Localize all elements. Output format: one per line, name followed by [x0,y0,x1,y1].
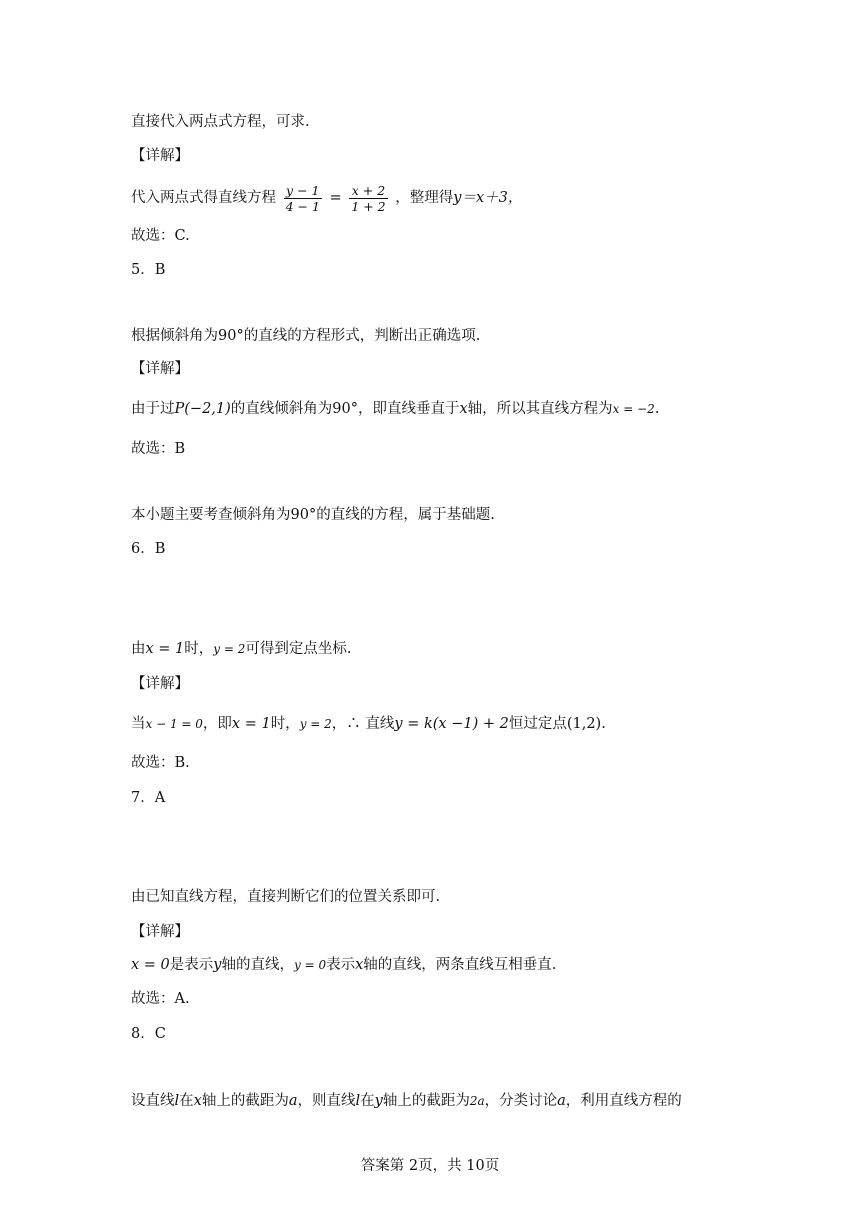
text-line: 设直线l在x轴上的截距为a，则直线l在y轴上的截距为2a，分类讨论a，利用直线方程的 [131,1093,682,1109]
section-heading: 【详解】 [131,361,189,377]
text-line: x = 0是表示y轴的直线，y = 0表示x轴的直线，两条直线互相垂直. [131,957,557,973]
text-line: 故选：A. [131,991,190,1007]
text-line: 直接代入两点式方程，可求. [131,114,310,130]
fraction: $\frac{x + 2}{1 + 2}$ [351,182,386,214]
text-line: 由已知直线方程，直接判断它们的位置关系即可. [131,889,441,905]
question-number: 8．C [131,1026,166,1042]
text-line: 由于过P(−2,1)的直线倾斜角为90°，即直线垂直于x轴，所以其直线方程为x = −2. [131,401,660,417]
page-footer: 答案第 2页，共 10页 [360,1158,500,1174]
text-line: 根据倾斜角为90°的直线的方程形式，判断出正确选项. [131,328,481,344]
text-line: 故选：B. [131,755,190,771]
section-heading: 【详解】 [131,924,189,940]
text-line: 当x − 1 = 0，即x = 1时，y = 2，∴ 直线y = k(x −1) + 2恒过定点(1,2). [131,716,606,732]
text-line: 故选：B [131,441,186,457]
question-number: 7．A [131,790,166,806]
text-line: 本小题主要考查倾斜角为90°的直线的方程，属于基础题. [131,507,495,523]
fraction: $\frac{y - 1}{4 - 1}$ [285,182,320,214]
question-number: 5．B [131,262,166,278]
text-line: 代入两点式得直线方程 $\frac{y - 1}{4 - 1}$ = $\frac{x + 2}{1 + 2}$ ，整理得y＝x＋3， [131,182,523,214]
text-line: 故选：C. [131,228,190,244]
text-line: 由x = 1时，y = 2可得到定点坐标. [131,641,352,657]
section-heading: 【详解】 [131,676,189,692]
question-number: 6．B [131,541,166,557]
section-heading: 【详解】 [131,148,189,164]
